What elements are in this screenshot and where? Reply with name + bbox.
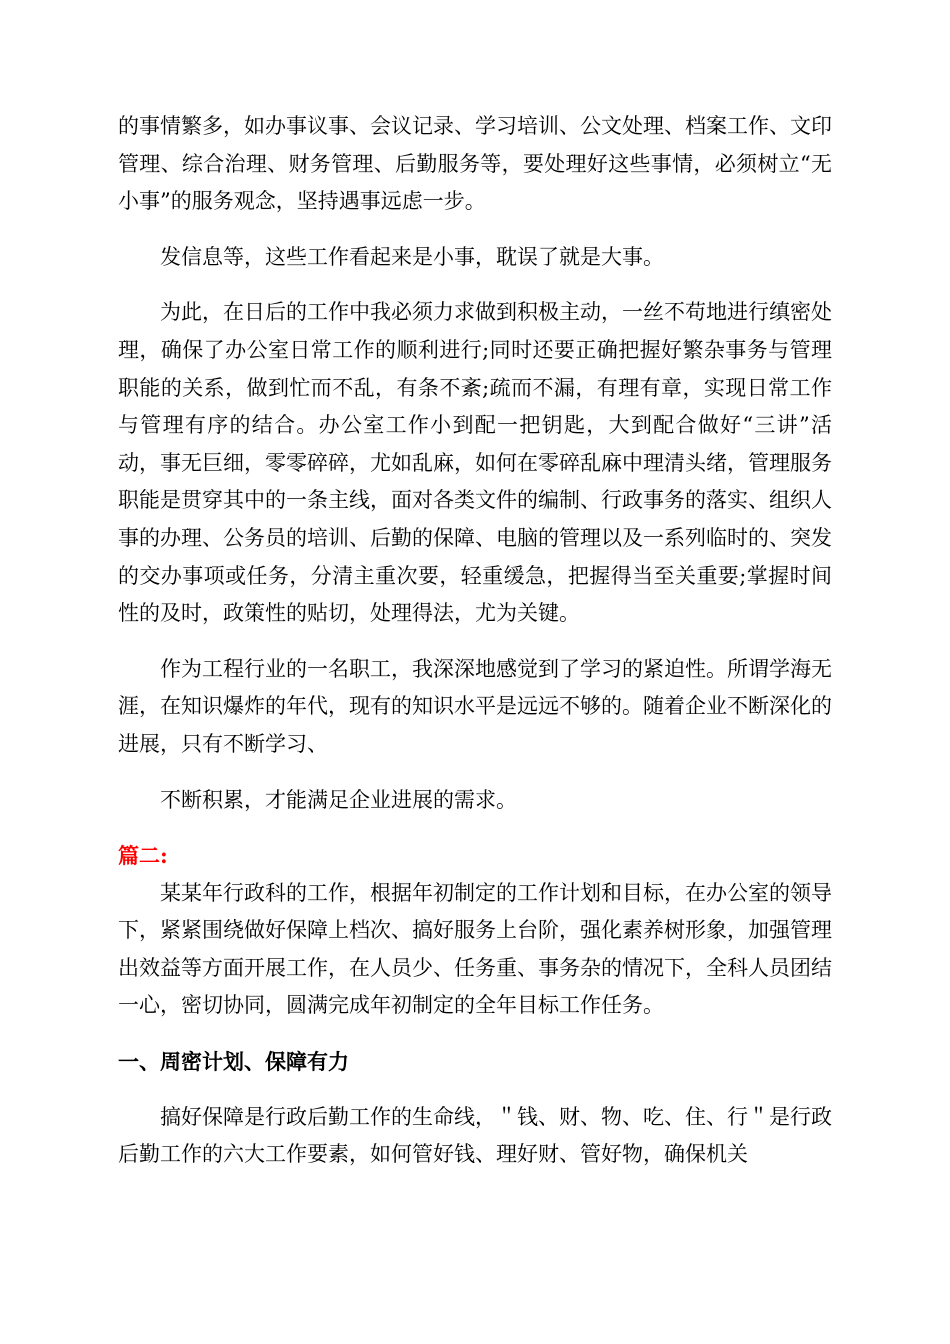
section-title: 篇二: [118, 843, 168, 869]
paragraph-4: 作为工程行业的一名职工，我深深地感觉到了学习的紧迫性。所谓学海无涯，在知识爆炸的年代，现有的知识水平是远远不够的。随着企业不断深化的进展，只有不断学习、 [118, 656, 832, 756]
paragraph-7: 搞好保障是行政后勤工作的生命线，＂钱、财、物、吃、住、行＂是行政后勤工作的六大工作要素，如何管好钱、理好财、管好物，确保机关 [118, 1104, 832, 1167]
paragraph-5: 不断积累，才能满足企业进展的需求。 [160, 787, 517, 812]
heading-1: 一、周密计划、保障有力 [118, 1049, 349, 1075]
paragraph-2: 发信息等，这些工作看起来是小事，耽误了就是大事。 [160, 244, 664, 269]
paragraph-6: 某某年行政科的工作，根据年初制定的工作计划和目标，在办公室的领导下，紧紧围绕做好保障上档次、搞好服务上台阶，强化素养树形象，加强管理出效益等方面开展工作，在人员少、任务重、事务杂的情况下，全科人员团结一心，密切协同，圆满完成年初制定的全年目标工作任务。 [118, 880, 832, 1018]
paragraph-1: 的事情繁多，如办事议事、会议记录、学习培训、公文处理、档案工作、文印管理、综合治理、财务管理、后勤服务等，要处理好这些事情，必须树立“无小事”的服务观念，坚持遇事远虑一步。 [118, 114, 832, 214]
paragraph-3: 为此，在日后的工作中我必须力求做到积极主动，一丝不苟地进行缜密处理，确保了办公室日常工作的顺利进行;同时还要正确把握好繁杂事务与管理职能的关系，做到忙而不乱，有条不紊;疏而不漏，有理有章，实现日常工作与管理有序的结合。办公室工作小到配一把钥匙，大到配合做好“三讲”活动，事无巨细，零零碎碎，尤如乱麻，如何在零碎乱麻中理清头绪，管理服务职能是贯穿其中的一条主线，面对各类文件的编制、行政事务的落实、组织人事的办理、公务员的培训、后勤的保障、电脑的管理以及一系列临时的、突发的交办事项或任务，分清主重次要，轻重缓急，把握得当至关重要;掌握时间性的及时，政策性的贴切，处理得法，尤为关键。 [118, 300, 832, 626]
